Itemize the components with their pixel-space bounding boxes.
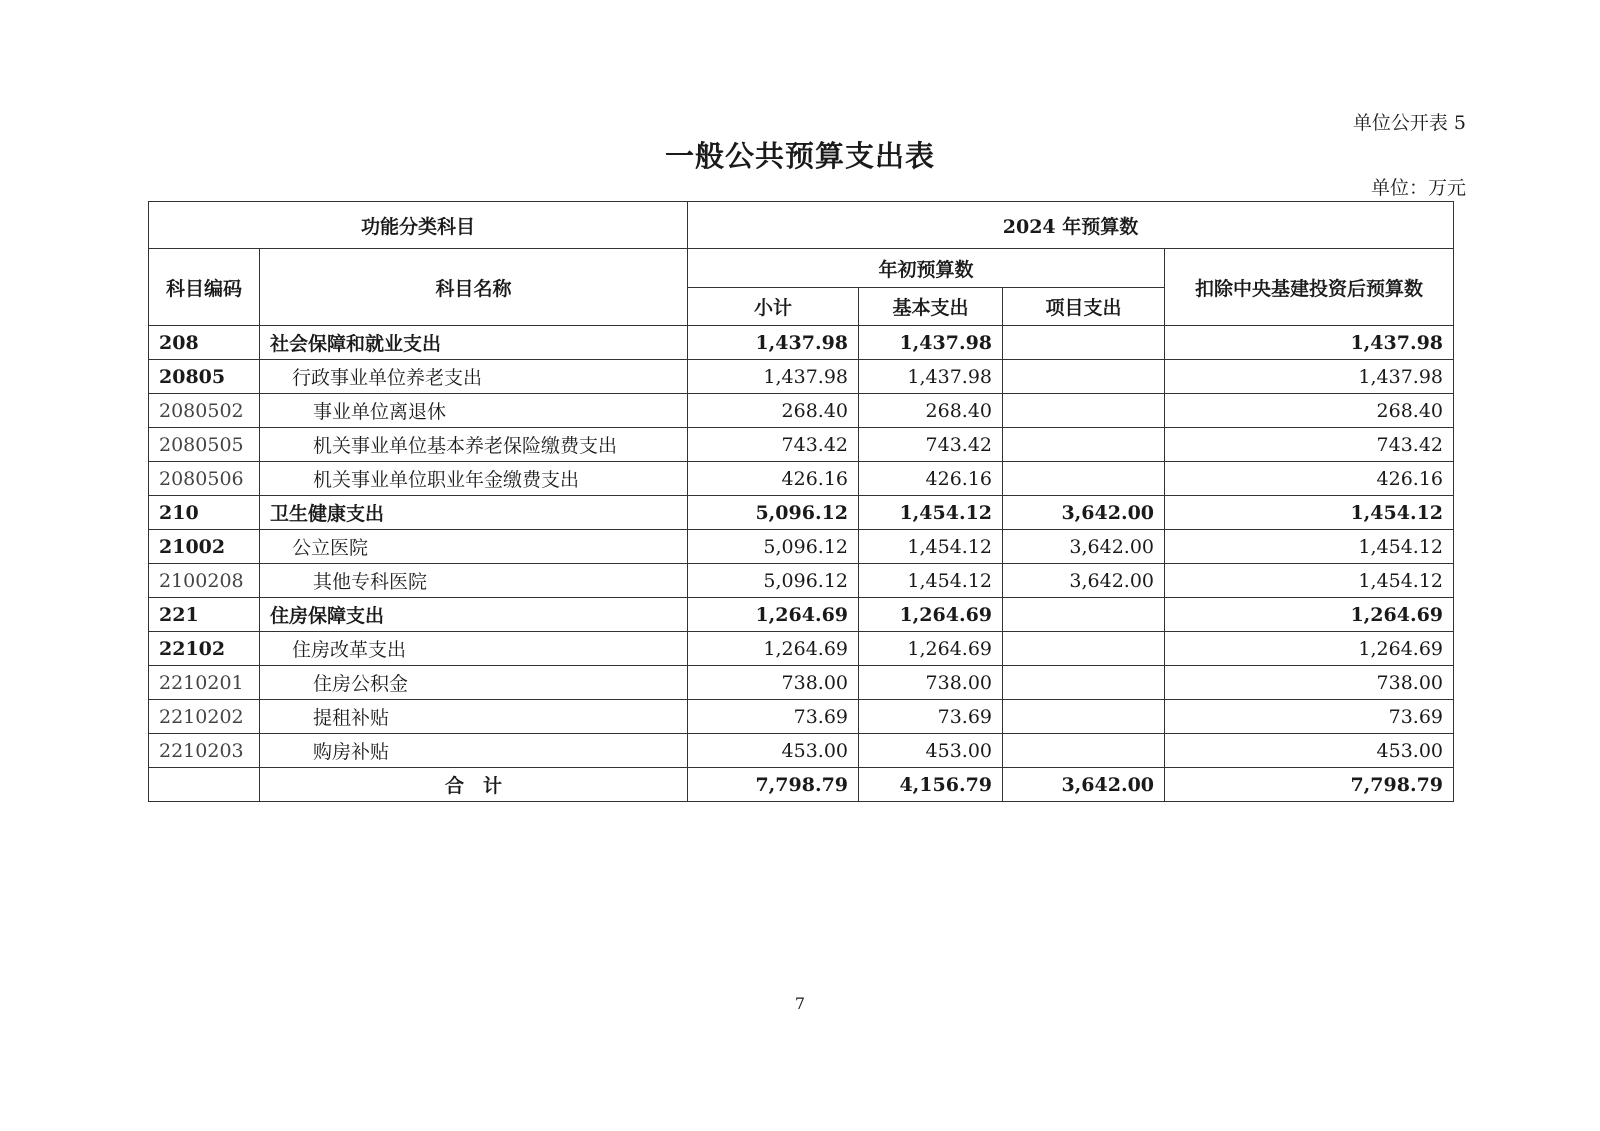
table-row bbox=[149, 734, 1454, 768]
row-basic: 1,454.12 bbox=[859, 530, 1003, 564]
row-code: 221 bbox=[149, 598, 260, 632]
row-subtotal: 1,437.98 bbox=[688, 360, 859, 394]
table-row bbox=[149, 598, 1454, 632]
row-code: 2210203 bbox=[149, 734, 260, 768]
row-project: 3,642.00 bbox=[1003, 564, 1165, 598]
row-after: 1,437.98 bbox=[1165, 326, 1454, 360]
row-code: 2100208 bbox=[149, 564, 260, 598]
row-code: 21002 bbox=[149, 530, 260, 564]
row-subtotal: 5,096.12 bbox=[688, 564, 859, 598]
header-project: 项目支出 bbox=[1003, 288, 1165, 326]
row-basic: 1,454.12 bbox=[859, 496, 1003, 530]
row-subtotal: 743.42 bbox=[688, 428, 859, 462]
row-after: 1,454.12 bbox=[1165, 496, 1454, 530]
row-after: 268.40 bbox=[1165, 394, 1454, 428]
unit-label: 单位：万元 bbox=[1370, 177, 1466, 199]
row-project bbox=[1003, 360, 1165, 394]
row-subtotal: 1,264.69 bbox=[688, 632, 859, 666]
total-after: 7,798.79 bbox=[1165, 768, 1454, 802]
total-subtotal: 7,798.79 bbox=[688, 768, 859, 802]
table-row bbox=[149, 564, 1454, 598]
total-basic: 4,156.79 bbox=[859, 768, 1003, 802]
row-code: 22102 bbox=[149, 632, 260, 666]
row-project bbox=[1003, 598, 1165, 632]
row-code: 2080502 bbox=[149, 394, 260, 428]
row-project bbox=[1003, 326, 1165, 360]
table-row bbox=[149, 326, 1454, 360]
table-row bbox=[149, 632, 1454, 666]
row-name: 住房改革支出 bbox=[260, 632, 688, 666]
row-code: 2210201 bbox=[149, 666, 260, 700]
row-code: 2210202 bbox=[149, 700, 260, 734]
row-subtotal: 5,096.12 bbox=[688, 530, 859, 564]
row-basic: 73.69 bbox=[859, 700, 1003, 734]
table-row bbox=[149, 700, 1454, 734]
row-project bbox=[1003, 428, 1165, 462]
table-row bbox=[149, 496, 1454, 530]
row-name: 公立医院 bbox=[260, 530, 688, 564]
table-code-label: 单位公开表 5 bbox=[1352, 112, 1466, 134]
total-row bbox=[149, 768, 1454, 802]
header-after-deduction: 扣除中央基建投资后预算数 bbox=[1165, 249, 1454, 326]
row-name: 行政事业单位养老支出 bbox=[260, 360, 688, 394]
row-after: 743.42 bbox=[1165, 428, 1454, 462]
row-after: 1,264.69 bbox=[1165, 598, 1454, 632]
row-name: 卫生健康支出 bbox=[260, 496, 688, 530]
row-project: 3,642.00 bbox=[1003, 530, 1165, 564]
row-subtotal: 1,437.98 bbox=[688, 326, 859, 360]
table-row bbox=[149, 530, 1454, 564]
row-basic: 1,264.69 bbox=[859, 632, 1003, 666]
row-subtotal: 1,264.69 bbox=[688, 598, 859, 632]
table-row bbox=[149, 462, 1454, 496]
row-subtotal: 738.00 bbox=[688, 666, 859, 700]
page-number: 7 bbox=[794, 994, 806, 1013]
row-subtotal: 5,096.12 bbox=[688, 496, 859, 530]
row-basic: 453.00 bbox=[859, 734, 1003, 768]
row-basic: 743.42 bbox=[859, 428, 1003, 462]
row-name: 机关事业单位职业年金缴费支出 bbox=[260, 462, 688, 496]
table-row bbox=[149, 394, 1454, 428]
row-code: 208 bbox=[149, 326, 260, 360]
header-code: 科目编码 bbox=[149, 249, 260, 326]
row-basic: 268.40 bbox=[859, 394, 1003, 428]
table-row bbox=[149, 360, 1454, 394]
table-row bbox=[149, 428, 1454, 462]
row-name: 住房保障支出 bbox=[260, 598, 688, 632]
row-project bbox=[1003, 734, 1165, 768]
row-after: 73.69 bbox=[1165, 700, 1454, 734]
row-name: 其他专科医院 bbox=[260, 564, 688, 598]
row-after: 426.16 bbox=[1165, 462, 1454, 496]
row-basic: 1,264.69 bbox=[859, 598, 1003, 632]
header-budget-2024: 2024 年预算数 bbox=[688, 202, 1454, 249]
total-project: 3,642.00 bbox=[1003, 768, 1165, 802]
header-basic: 基本支出 bbox=[859, 288, 1003, 326]
row-code: 2080506 bbox=[149, 462, 260, 496]
header-functional-category: 功能分类科目 bbox=[149, 202, 688, 249]
row-project bbox=[1003, 700, 1165, 734]
row-subtotal: 453.00 bbox=[688, 734, 859, 768]
row-project bbox=[1003, 462, 1165, 496]
row-name: 住房公积金 bbox=[260, 666, 688, 700]
row-basic: 1,437.98 bbox=[859, 326, 1003, 360]
row-subtotal: 426.16 bbox=[688, 462, 859, 496]
row-code: 2080505 bbox=[149, 428, 260, 462]
row-basic: 1,437.98 bbox=[859, 360, 1003, 394]
row-after: 453.00 bbox=[1165, 734, 1454, 768]
row-code: 20805 bbox=[149, 360, 260, 394]
row-after: 1,454.12 bbox=[1165, 530, 1454, 564]
row-after: 1,454.12 bbox=[1165, 564, 1454, 598]
row-name: 事业单位离退休 bbox=[260, 394, 688, 428]
row-name: 购房补贴 bbox=[260, 734, 688, 768]
row-basic: 738.00 bbox=[859, 666, 1003, 700]
row-code: 210 bbox=[149, 496, 260, 530]
row-basic: 426.16 bbox=[859, 462, 1003, 496]
header-initial-budget: 年初预算数 bbox=[688, 249, 1165, 288]
row-after: 738.00 bbox=[1165, 666, 1454, 700]
row-name: 提租补贴 bbox=[260, 700, 688, 734]
row-after: 1,264.69 bbox=[1165, 632, 1454, 666]
total-code bbox=[149, 768, 260, 802]
table-row bbox=[149, 666, 1454, 700]
header-subtotal: 小计 bbox=[688, 288, 859, 326]
row-project: 3,642.00 bbox=[1003, 496, 1165, 530]
row-name: 社会保障和就业支出 bbox=[260, 326, 688, 360]
row-basic: 1,454.12 bbox=[859, 564, 1003, 598]
header-name: 科目名称 bbox=[260, 249, 688, 326]
row-project bbox=[1003, 666, 1165, 700]
total-label: 合 计 bbox=[260, 768, 688, 802]
row-after: 1,437.98 bbox=[1165, 360, 1454, 394]
row-subtotal: 73.69 bbox=[688, 700, 859, 734]
budget-expenditure-table bbox=[148, 201, 1454, 802]
page-title: 一般公共预算支出表 bbox=[664, 139, 935, 173]
row-name: 机关事业单位基本养老保险缴费支出 bbox=[260, 428, 688, 462]
row-subtotal: 268.40 bbox=[688, 394, 859, 428]
row-project bbox=[1003, 632, 1165, 666]
row-project bbox=[1003, 394, 1165, 428]
